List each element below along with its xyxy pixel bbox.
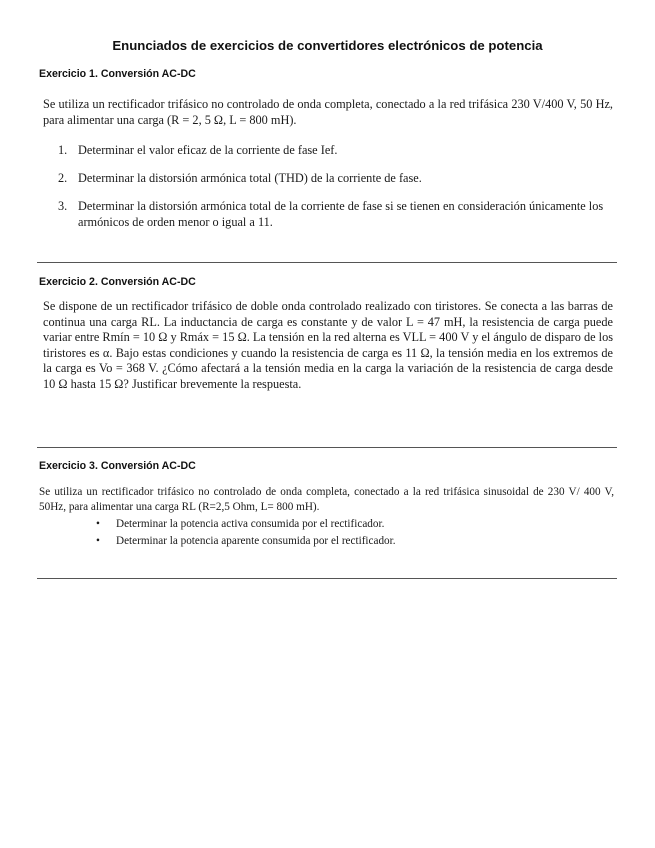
exercise-3-statement: Se utiliza un rectificador trifásico no controlado de onda completa, conectado a la red trifásica sinusoidal de 230 V/ 400 V, 50Hz, para alimentar una carga RL (R=2,5 Ohm, L= 800 mH). xyxy=(39,486,614,513)
exercise-1-item xyxy=(58,199,613,230)
exercise-1-statement: Se utiliza un rectificador trifásico no controlado de onda completa, conectado a la red trifásica 230 V/400 V, 50 Hz, para alimentar una carga (R = 2, 5 Ω, L = 800 mH). xyxy=(43,97,613,127)
bullet-text: Determinar la potencia aparente consumida por el rectificador. xyxy=(116,535,396,547)
exercise-1-item xyxy=(58,171,613,187)
item-text: Determinar el valor eficaz de la corriente de fase Ief. xyxy=(78,143,338,157)
item-number: 1. xyxy=(58,143,68,157)
section-divider xyxy=(37,578,617,579)
item-number: 2. xyxy=(58,171,68,185)
bullet-marker: • xyxy=(96,518,100,530)
exercise-3-bullet xyxy=(96,534,616,548)
exercise-2-statement: Se dispone de un rectificador trifásico de doble onda controlado realizado con tiristores. Se conecta a las barras de continua una carga RL. La inductancia de carga es constante y de valor L = 47 mH, la resistencia de carga puede variar entre Rmín = 10 Ω y Rmáx = 15 Ω. La tensión en la red alterna es VLL = 400 V y el ángulo de disparo de los tiristores es α. Bajo estas condiciones y cuando la resistencia de carga es 11 Ω, la tensión media en los extremos de la carga es Vo = 368 V. ¿Cómo afectará a la tensión media en la carga la variación de la resistencia de carga desde 10 Ω hasta 15 Ω? Justificar brevemente la respuesta. xyxy=(43,299,613,391)
exercise-2-heading: Exercicio 2. Conversión AC-DC xyxy=(39,276,196,288)
exercise-3-bullet xyxy=(96,517,616,531)
document-title: Enunciados de exercicios de convertidores electrónicos de potencia xyxy=(112,38,543,53)
exercise-1-heading: Exercicio 1. Conversión AC-DC xyxy=(39,68,196,80)
item-number: 3. xyxy=(58,199,68,213)
exercise-3-heading: Exercicio 3. Conversión AC-DC xyxy=(39,460,196,472)
section-divider xyxy=(37,262,617,263)
exercise-1-item xyxy=(58,143,613,159)
item-text: Determinar la distorsión armónica total de la corriente de fase si se tienen en consideración únicamente los armónicos de orden menor o igual a 11. xyxy=(78,199,604,229)
section-divider xyxy=(37,447,617,448)
bullet-marker: • xyxy=(96,535,100,547)
bullet-text: Determinar la potencia activa consumida por el rectificador. xyxy=(116,518,385,530)
item-text: Determinar la distorsión armónica total (THD) de la corriente de fase. xyxy=(78,171,422,185)
